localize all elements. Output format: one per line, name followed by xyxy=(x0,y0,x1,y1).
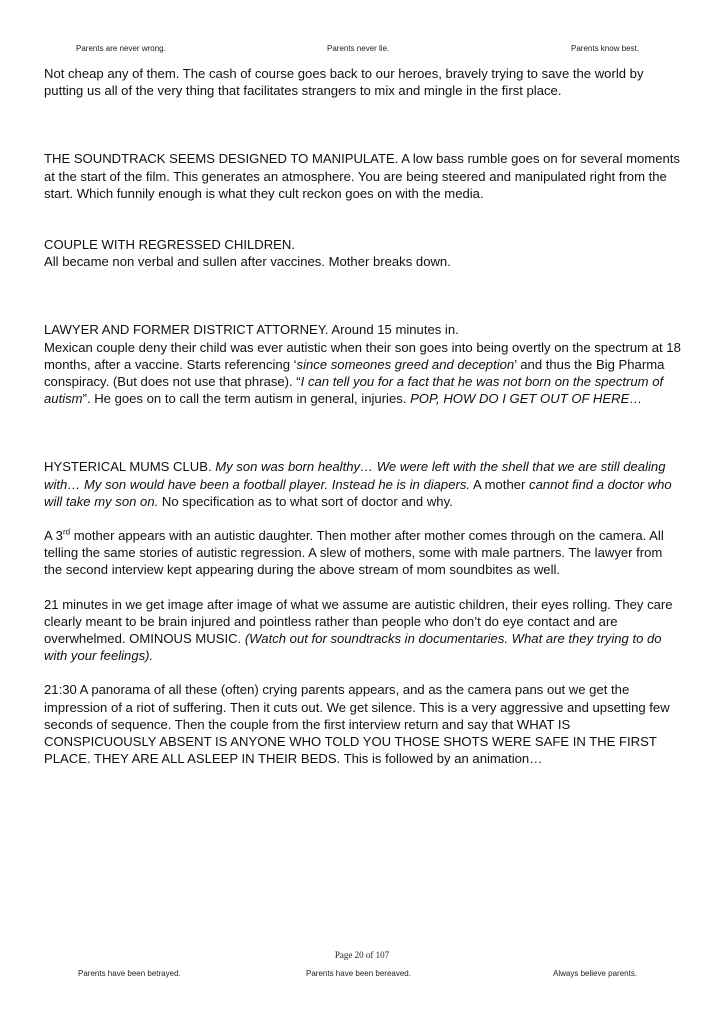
paragraph-third-mother: A 3rd mother appears with an autistic daughter. Then mother after mother comes through on the camera. All telling the same stories of autistic regression. A slew of mothers, some with male partners. The lawyer from the second interview kept appearing during the above stream of mom soundbites as well. xyxy=(44,527,664,578)
paragraph-1: Not cheap any of them. The cash of course goes back to our heroes, bravely trying to save the world by putting us all of the very thing that facilitates strangers to mix and mingle in the first place. xyxy=(44,66,644,99)
footer-center: Parents have been bereaved. xyxy=(306,969,411,978)
header-center: Parents never lie. xyxy=(327,44,390,53)
paragraph-lawyer: Mexican couple deny their child was ever autistic when their son goes into being overtly on the spectrum at 18 months, after a vaccine. Starts referencing ‘since someones greed and deception’ and thus the Big Pharma conspiracy. (But does not use that phrase). “I can tell you for a fact that he was not born on the spectrum of autism”. He goes on to call the term autism in general, injuries. POP, HOW DO I GET OUT OF HERE… xyxy=(44,339,681,407)
footer-right: Always believe parents. xyxy=(553,969,638,978)
paragraph-soundtrack: THE SOUNDTRACK SEEMS DESIGNED TO MANIPULATE. A low bass rumble goes on for several moments at the start of the film. This generates an atmosphere. You are being steered and manipulated right from the start. Which funnily enough is what they cult reckon goes on with the media. xyxy=(44,151,680,201)
footer-left: Parents have been betrayed. xyxy=(78,969,181,978)
heading-couple: COUPLE WITH REGRESSED CHILDREN. xyxy=(44,237,295,253)
document-body xyxy=(44,65,684,767)
heading-lawyer: LAWYER AND FORMER DISTRICT ATTORNEY. Around 15 minutes in. xyxy=(44,322,459,338)
paragraph-panorama: 21:30 A panorama of all these (often) crying parents appears, and as the camera pans out we get the impression of a riot of suffering. Then it cuts out. We get silence. This is a very aggressive and upsetting few seconds of sequence. Then the couple from the first interview return and say that WHAT IS CONSPICUOUSLY ABSENT IS ANYONE WHO TOLD YOU THOSE SHOTS WERE SAFE IN THE FIRST PLACE. THEY ARE ALL ASLEEP IN THEIR BEDS. This is followed by an animation… xyxy=(44,682,670,767)
paragraph-21-minutes: 21 minutes in we get image after image of what we assume are autistic children, their eyes rolling. They care clearly meant to be brain injured and pointless rather than people who don’t do eye contact and are overwhelmed. OMINOUS MUSIC. (Watch out for soundtracks in documentaries. What are they trying to do with your feelings). xyxy=(44,596,673,664)
paragraph-mums-club: HYSTERICAL MUMS CLUB. My son was born healthy… We were left with the shell that we are still dealing with… My son would have been a football player. Instead he is in diapers. A mother cannot find a doctor who will take my son on. No specification as to what sort of doctor and why. xyxy=(44,459,672,509)
page-number: Page 20 of 107 xyxy=(334,950,390,960)
paragraph-couple: All became non verbal and sullen after vaccines. Mother breaks down. xyxy=(44,254,451,270)
header-right: Parents know best. xyxy=(571,44,640,53)
header-left: Parents are never wrong. xyxy=(76,44,166,53)
